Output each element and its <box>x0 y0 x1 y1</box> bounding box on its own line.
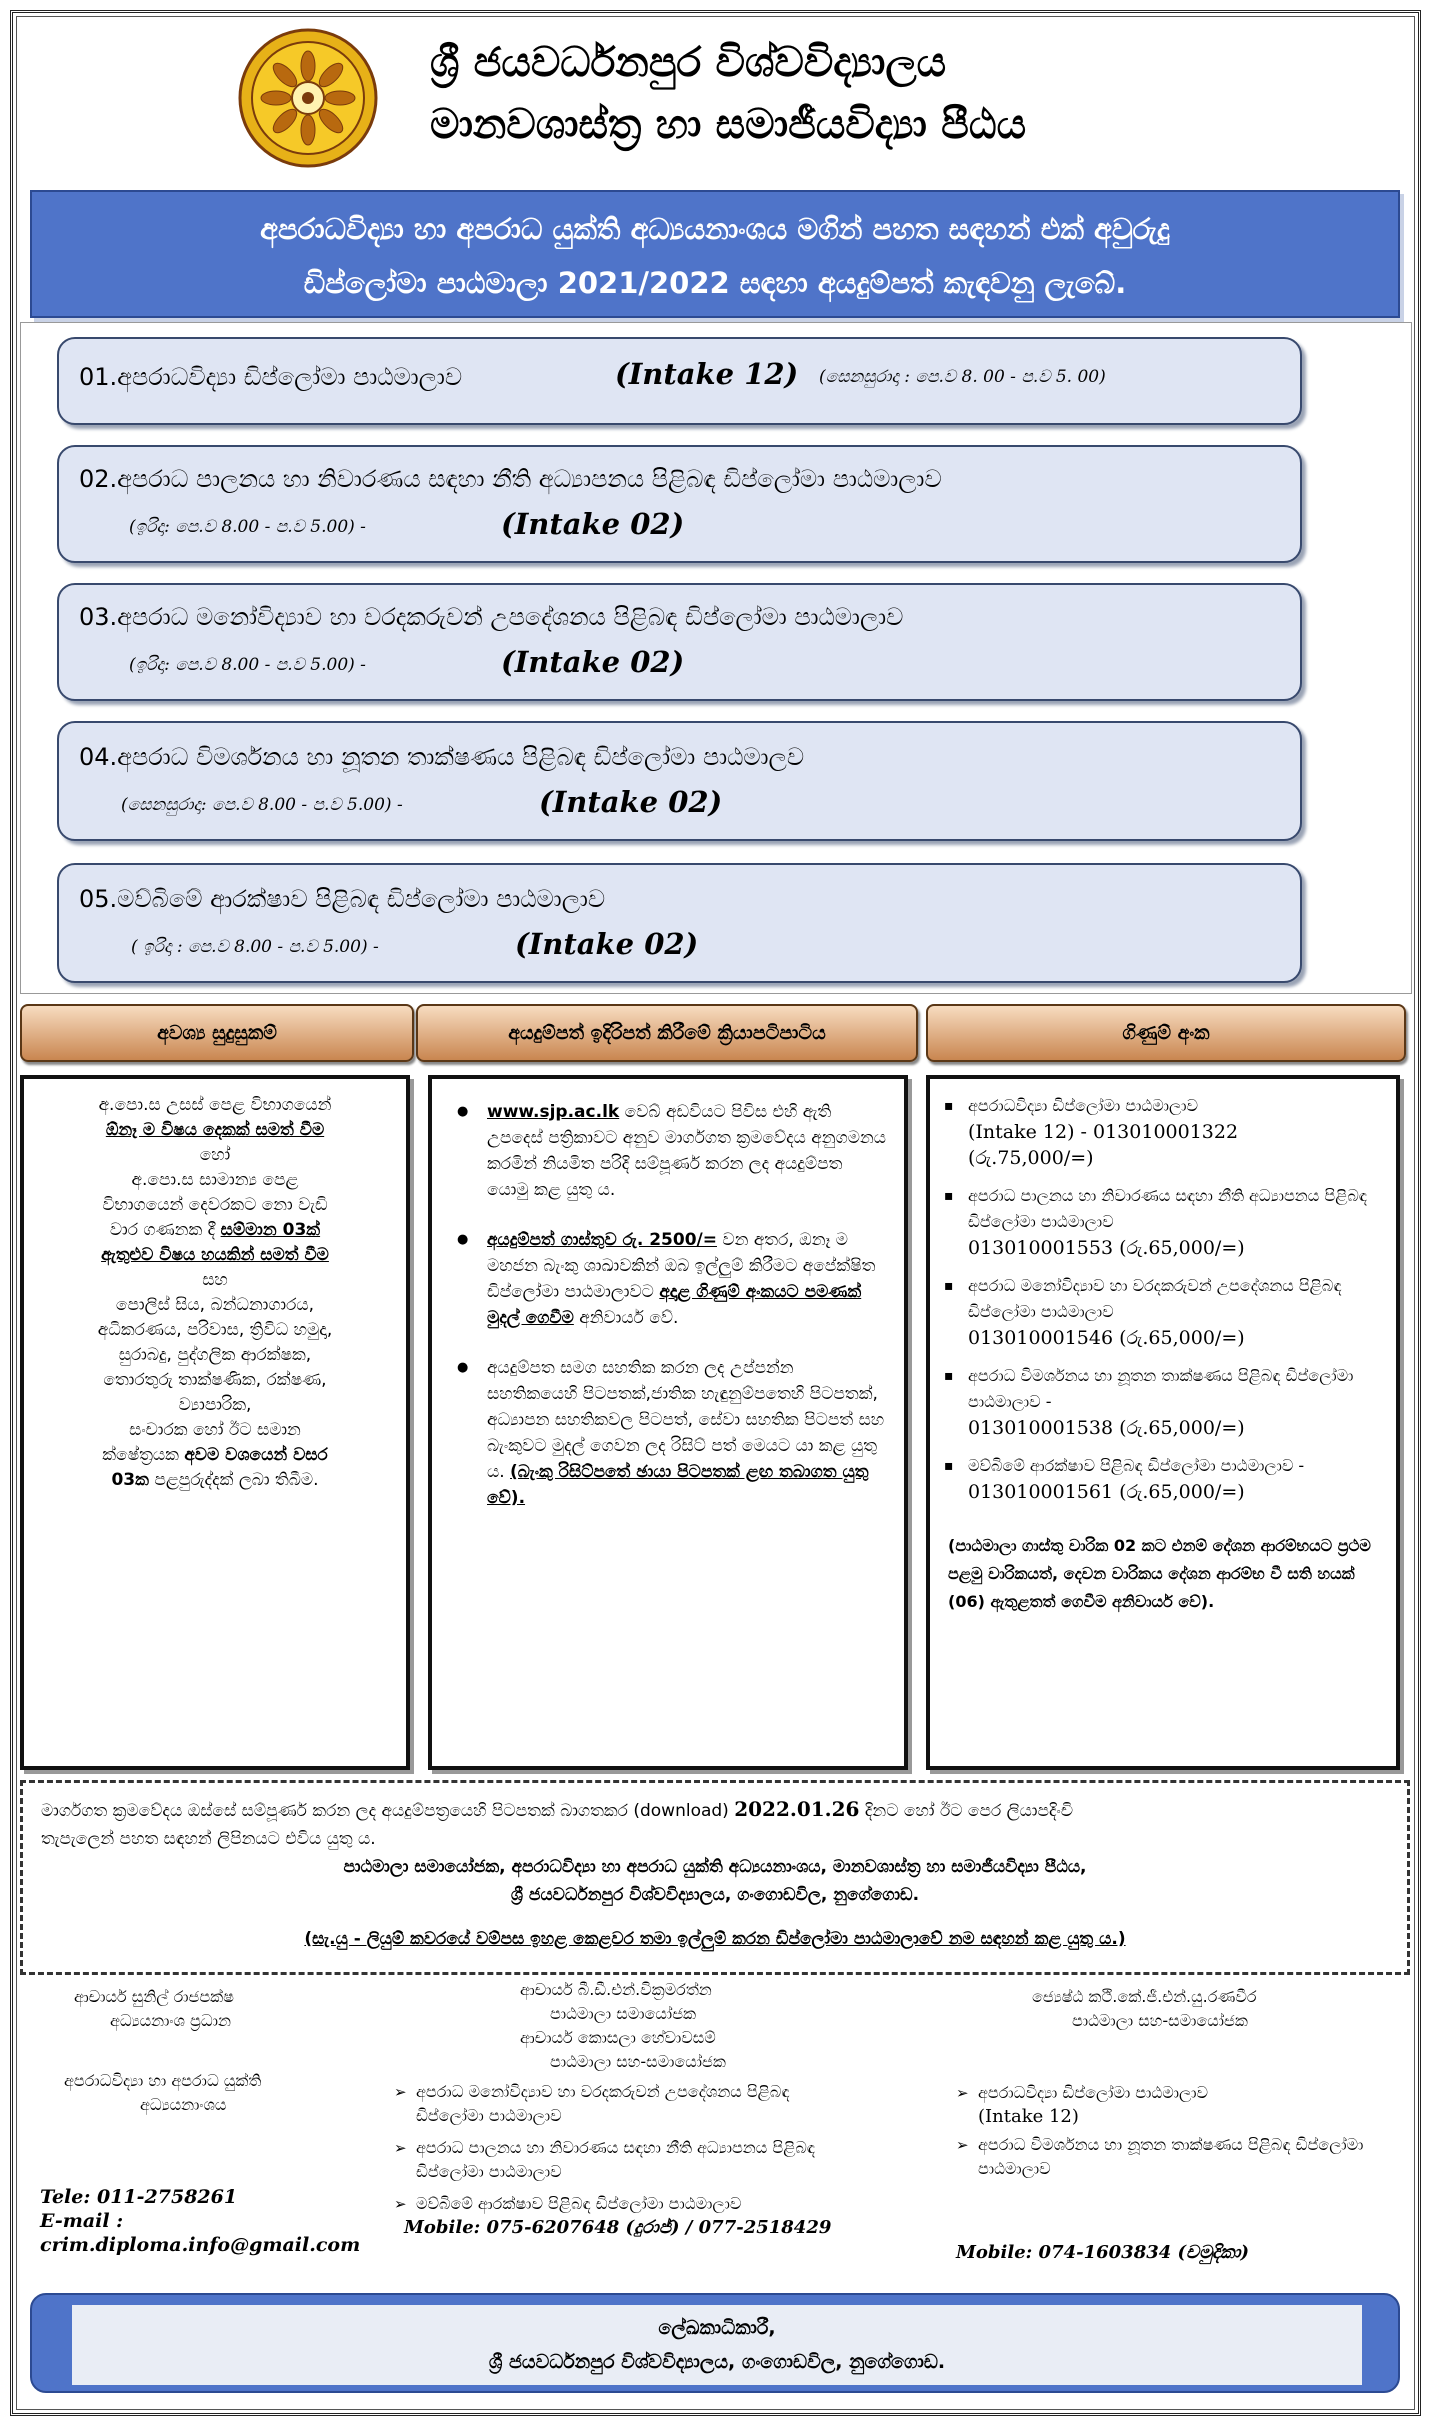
course-time: (ඉරිදා: පෙ.ව 8.00 - ප.ව 5.00) - <box>129 517 366 537</box>
course-name: 02.අපරාධ පාලනය හා නිවාරණය සඳහා නීති අධ්‍යාපනය පිළිබඳ ඩිප්ලෝමා පාඨමාලාව <box>79 465 942 493</box>
staff-course-name: ➢ අපරාධවිද්‍යා ඩිප්ලෝමා පාඨමාලාව <box>978 2083 1208 2102</box>
qual-text-bold: අවම වශයෙන් වසර <box>184 1445 328 1465</box>
submission-line: තැපැලෙන් පහත සඳහන් ලිපිනයට එවිය යුතු ය. <box>41 1829 376 1849</box>
qual-line: අධිකරණය, පරිවාස, ත්‍රිවිධ හමුදා, <box>97 1320 333 1340</box>
procedure-list <box>432 1099 888 1511</box>
account-item-3 <box>930 1273 1382 1351</box>
course-intake: (Intake 02) <box>515 927 699 961</box>
qual-line: ඇතුළුව විෂය හයකින් සමත් වීම <box>101 1245 329 1265</box>
account-name: මව්බිමේ ආරක්ෂාව පිළිබඳ ඩිප්ලෝමා පාඨමාලාව - <box>968 1456 1305 1475</box>
faculty-name: මානවශාස්ත්‍ර හා සමාජීයවිද්‍යා පීඨය <box>430 100 1027 148</box>
mobile-number: Mobile: 074-1603834 (චමුදිකා) <box>956 2242 1249 2263</box>
account-item-2 <box>930 1183 1382 1261</box>
procedure-text: වෙබ් අඩවියට පිවිස එහි ඇති උපදෙස් පත්‍රිකාවට අනුව මාර්ගගත ක්‍රමවේදය අනුගමනය කරමින් නියමිත පරිදි සම්පූර්ණ කරන ලද අයදුම්පත යොමු කළ යුතු ය. <box>487 1102 886 1200</box>
qual-line: අ.පො.ස සාමාන්‍ය පෙළ <box>131 1170 299 1190</box>
footer-line-1: ලේඛකාධිකාරී, <box>658 2317 776 2339</box>
qual-line: සහ <box>202 1270 228 1290</box>
account-name: ▪ අපරාධ පාලනය හා නිවාරණය සඳහා නීති අධ්‍යාපනය පිළිබඳ ඩිප්ලෝමා පාඨමාලාව <box>968 1186 1368 1231</box>
qual-line: පොලිස් සිය, බන්ධනාගාරය, <box>115 1295 315 1315</box>
course-intake: (Intake 02) <box>501 507 685 541</box>
account-name: ▪ අපරාධ විමර්ශනය හා නූතන තාක්ෂණය පිළිබඳ ඩිප්ලෝමා පාඨමාලාව - <box>968 1366 1354 1411</box>
qualifications-header: අවශ්‍ය සුදුසුකම් <box>20 1004 414 1062</box>
staff-role: පාඨමාලා සමායෝජක <box>550 2004 697 2023</box>
banner-line-2: ඩිප්ලෝමා පාඨමාලා 2021/2022 සඳහා අයදුම්පත් කැඳවනු ලැබේ. <box>303 266 1127 300</box>
course-list <box>20 322 1412 994</box>
procedure-header: අයදුම්පත් ඉදිරිපත් කිරීමේ ක්‍රියාපටිපාටිය <box>416 1004 918 1062</box>
procedure-text-bold: (බැංකු රිසිට්පතේ ඡායා පිටපතක් ළඟ තබාගත යුතු වේ). <box>487 1462 869 1508</box>
account-number: 013010001553 (රු.65,000/=) <box>968 1237 1245 1259</box>
procedure-item-2 <box>432 1227 888 1331</box>
submission-text: දිනට හෝ ඊට පෙර ලියාපදිංචි <box>859 1801 1074 1821</box>
middle-course-list <box>390 2080 860 2216</box>
course-intake: (Intake 02) <box>539 785 723 819</box>
university-name: ශ්‍රී ජයවර්ධනපුර විශ්වවිද්‍යාලය <box>430 38 947 86</box>
procedure-box <box>428 1075 908 1770</box>
qualifications-box <box>20 1075 410 1770</box>
footer-address <box>72 2305 1362 2385</box>
qual-line: සංචාරක හෝ ඊට සමාන <box>129 1420 301 1440</box>
email-address[interactable]: crim.diploma.info@gmail.com <box>40 2234 361 2256</box>
qual-line <box>24 1443 406 1468</box>
qual-text: වාර ගණනක දී <box>109 1220 221 1240</box>
qual-line: සුරාබදු, පුද්ගලික ආරක්ෂක, <box>118 1345 312 1365</box>
staff-course: ➢ අපරාධ විමර්ශනය හා නූතන තාක්ෂණය පිළිබඳ ඩිප්ලෝමා පාඨමාලාව <box>956 2133 1396 2181</box>
staff-course: ➢ අපරාධ පාලනය හා නිවාරණය සඳහා නීති අධ්‍යාපනය පිළිබඳ ඩිප්ලෝමා පාඨමාලාව <box>394 2136 860 2184</box>
envelope-note: (සැ.යු - ලියුම් කවරයේ වම්පස ඉහළ කෙළවර තමා ඉල්ලුම් කරන ඩිප්ලෝමා පාඨමාලාවේ නම සඳහන් කළ යුතු ය.) <box>304 1929 1126 1949</box>
right-course-list <box>956 2081 1396 2181</box>
course-name: 03.අපරාධ මනෝවිද්‍යාව හා වරදකරුවන් උපදේශනය පිළිබඳ ඩිප්ලෝමා පාඨමාලාව <box>79 603 904 631</box>
account-number: 013010001538 (රු.65,000/=) <box>968 1417 1245 1439</box>
submission-box <box>20 1780 1410 1975</box>
course-time: (සෙනසුරාදා : පෙ.ව 8. 00 - ප.ව 5. 00) <box>819 367 1106 387</box>
qual-text: පළපුරුද්දක් ලබා තිබීම. <box>148 1470 319 1490</box>
staff-course-intake: (Intake 12) <box>978 2106 1079 2127</box>
account-number: (Intake 12) - 013010001322 <box>968 1121 1239 1143</box>
course-item-4 <box>57 721 1302 841</box>
website-link[interactable]: www.sjp.ac.lk <box>487 1102 620 1122</box>
qual-text-bold: සම්මාන 03ක් <box>220 1220 321 1240</box>
course-name: 05.මව්බිමේ ආරක්ෂාව පිළිබඳ ඩිප්ලෝමා පාඨමාලාව <box>79 885 606 913</box>
qual-line <box>24 1468 406 1493</box>
qual-line: තොරතුරු තාක්ෂණික, රක්ෂණ, <box>103 1370 327 1390</box>
staff-name: ආචාර්ය බී.ඩී.එන්.වික්‍රමරත්න <box>520 1980 712 1999</box>
staff-left <box>40 1985 380 2257</box>
telephone: Tele: 011-2758261 <box>40 2186 238 2208</box>
accounts-header: ගිණුම් අංක <box>926 1004 1406 1062</box>
account-number: 013010001546 (රු.65,000/=) <box>968 1327 1245 1349</box>
qual-line: අ.පො.ස උසස් පෙළ විභාගයෙන් <box>98 1095 332 1115</box>
course-time: (සෙනසුරාදා: පෙ.ව 8.00 - ප.ව 5.00) - <box>121 795 403 815</box>
qual-line <box>24 1218 406 1243</box>
installment-note: (පාඨමාලා ගාස්තු වාරික 02 කට එනම් දේශන ආරම්භයට ප්‍රථම පළමු වාරිකයත්, දෙවන වාරිකය දේශන ආරම්භ වී සති හයක් (06) ඇතුළතත් ගෙවීම අනිවාර්ය වේ). <box>948 1536 1371 1611</box>
procedure-text-bold: අදාළ ගිණුම් අංකයට පමණක් මුදල් ගෙවීම <box>487 1282 862 1328</box>
course-intake: (Intake 12) <box>615 357 799 391</box>
staff-role: අධ්‍යයනාංශ ප්‍රධාන <box>110 2011 231 2030</box>
course-intake: (Intake 02) <box>501 645 685 679</box>
course-time: (ඉරිදා: පෙ.ව 8.00 - ප.ව 5.00) - <box>129 655 366 675</box>
mobile-number: Mobile: 075-6207648 (දුරාජ්) / 077-2518429 <box>404 2217 832 2238</box>
account-name: ▪ අපරාධවිද්‍යා ඩිප්ලෝමා පාඨමාලාව <box>968 1096 1198 1115</box>
account-fee: (රු.75,000/=) <box>968 1147 1094 1169</box>
footer-banner <box>30 2293 1400 2393</box>
staff-course: ➢ මව්බිමේ ආරක්ෂාව පිළිබඳ ඩිප්ලෝමා පාඨමාලාව <box>394 2192 860 2216</box>
announcement-banner <box>30 190 1400 318</box>
staff-role: පාඨමාලා සහ-සමායෝජක <box>550 2052 726 2071</box>
procedure-text-bold: අයදුම්පත් ගාස්තුව රු. 2500/= <box>487 1230 717 1250</box>
qual-line: ව්‍යාපාරික, <box>178 1395 252 1415</box>
postal-address: ශ්‍රී ජයවර්ධනපුර විශ්වවිද්‍යාලය, ගංගොඩවිල, නුගේගොඩ. <box>510 1885 920 1905</box>
staff-course: ➢ අපරාධ මනෝවිද්‍යාව හා වරදකරුවන් උපදේශනය පිළිබඳ ඩිප්ලෝමා පාඨමාලාව <box>394 2080 860 2128</box>
account-name: ▪ අපරාධ මනෝවිද්‍යාව හා වරදකරුවන් උපදේශනය පිළිබඳ ඩිප්ලෝමා පාඨමාලාව <box>968 1276 1342 1321</box>
accounts-list <box>930 1093 1382 1506</box>
procedure-item-3 <box>432 1355 888 1511</box>
procedure-text: අයදුම්පත සමග සහතික කරන ලද උප්පන්න සහතිකයෙහි පිටපතක්,ජාතික හැඳුනුම්පතෙහි පිටපතක්, අධ්‍යාපන සහතිකවල පිටපත්, සේවා සහතික පිටපත් සහ බැංකුවට මුදල් ගෙවන ලද රිසිට් පත් මෙයට යා කළ යුතු ය. <box>487 1358 885 1482</box>
staff-dept: අධ්‍යයනාංශය <box>140 2095 227 2114</box>
account-number: 013010001561 (රු.65,000/=) <box>968 1481 1245 1503</box>
email-label: E-mail : <box>40 2210 124 2232</box>
course-time: ( ඉරිදා : පෙ.ව 8.00 - ප.ව 5.00) - <box>131 937 379 957</box>
staff-name: ජ්‍යෙෂ්ඨ කථි.කේ.ජී.එන්.යු.රණවීර <box>1032 1987 1257 2006</box>
course-item-1 <box>57 337 1302 425</box>
qual-line: හෝ <box>199 1145 231 1165</box>
staff-right <box>956 1985 1396 2265</box>
accounts-box <box>926 1075 1400 1770</box>
course-item-5 <box>57 863 1302 983</box>
course-name: 01.අපරාධවිද්‍යා ඩිප්ලෝමා පාඨමාලාව <box>79 363 463 391</box>
footer-line-2: ශ්‍රී ජයවර්ධනපුර විශ්වවිද්‍යාලය, ගංගොඩවිල, නුගේගොඩ. <box>488 2351 946 2373</box>
qual-line: විභාගයෙන් දෙවරකට නො වැඩි <box>102 1195 328 1215</box>
submission-line <box>41 1795 1389 1825</box>
staff-middle <box>390 1978 950 2240</box>
staff-name: ආචාර්ය කොසලා හේවාවසම් <box>520 2028 716 2047</box>
course-item-2 <box>57 445 1302 563</box>
university-seal-icon <box>238 28 378 168</box>
qual-text: ක්ෂේත්‍රයක <box>102 1445 185 1465</box>
staff-role: පාඨමාලා සහ-සමායෝජක <box>1072 2011 1248 2030</box>
qual-text-bold: 03ක <box>111 1470 149 1490</box>
deadline-date: 2022.01.26 <box>734 1797 860 1821</box>
course-item-3 <box>57 583 1302 701</box>
staff-course <box>956 2081 1396 2129</box>
account-item-4 <box>930 1363 1382 1441</box>
procedure-text: වන අතර, ඔනෑ ම මහජන බැංකු ශාඛාවකින් ඔබ ඉල්ලුම් කිරීමට අපේක්ෂිත ඩිප්ලෝමා පාඨමාලාවට <box>487 1230 876 1302</box>
submission-text: මාර්ගගත ක්‍රමවේදය ඔස්සේ සම්පූර්ණ කරන ලද අයදුම්පත්‍රයෙහි පිටපතක් බාගතකර (download) <box>41 1801 735 1821</box>
course-name: 04.අපරාධ විමර්ශනය හා නූතන තාක්ෂණය පිළිබඳ ඩිප්ලෝමා පාඨමාලව <box>79 743 805 771</box>
procedure-item-1 <box>432 1099 888 1203</box>
account-item-1 <box>930 1093 1382 1171</box>
postal-address: පාඨමාලා සමායෝජක, අපරාධවිද්‍යා හා අපරාධ යුක්ති අධ්‍යයනාංශය, මානවශාස්ත්‍ර හා සමාජීයවිද්‍යා පීඨය, <box>343 1857 1087 1877</box>
staff-dept: අපරාධවිද්‍යා හා අපරාධ යුක්ති <box>64 2071 262 2090</box>
banner-line-1: අපරාධවිද්‍යා හා අපරාධ යුක්ති අධ්‍යයනාංශය මගින් පහත සඳහන් එක් අවුරුදු <box>260 212 1170 246</box>
account-item-5 <box>930 1453 1382 1506</box>
procedure-text: අනිවාර්ය වේ. <box>573 1308 679 1328</box>
qual-line: ඕනෑ ම විෂය දෙකක් සමත් වීම <box>105 1120 325 1140</box>
staff-name: ආචාර්ය සුනිල් රාජපක්ෂ <box>74 1987 234 2006</box>
